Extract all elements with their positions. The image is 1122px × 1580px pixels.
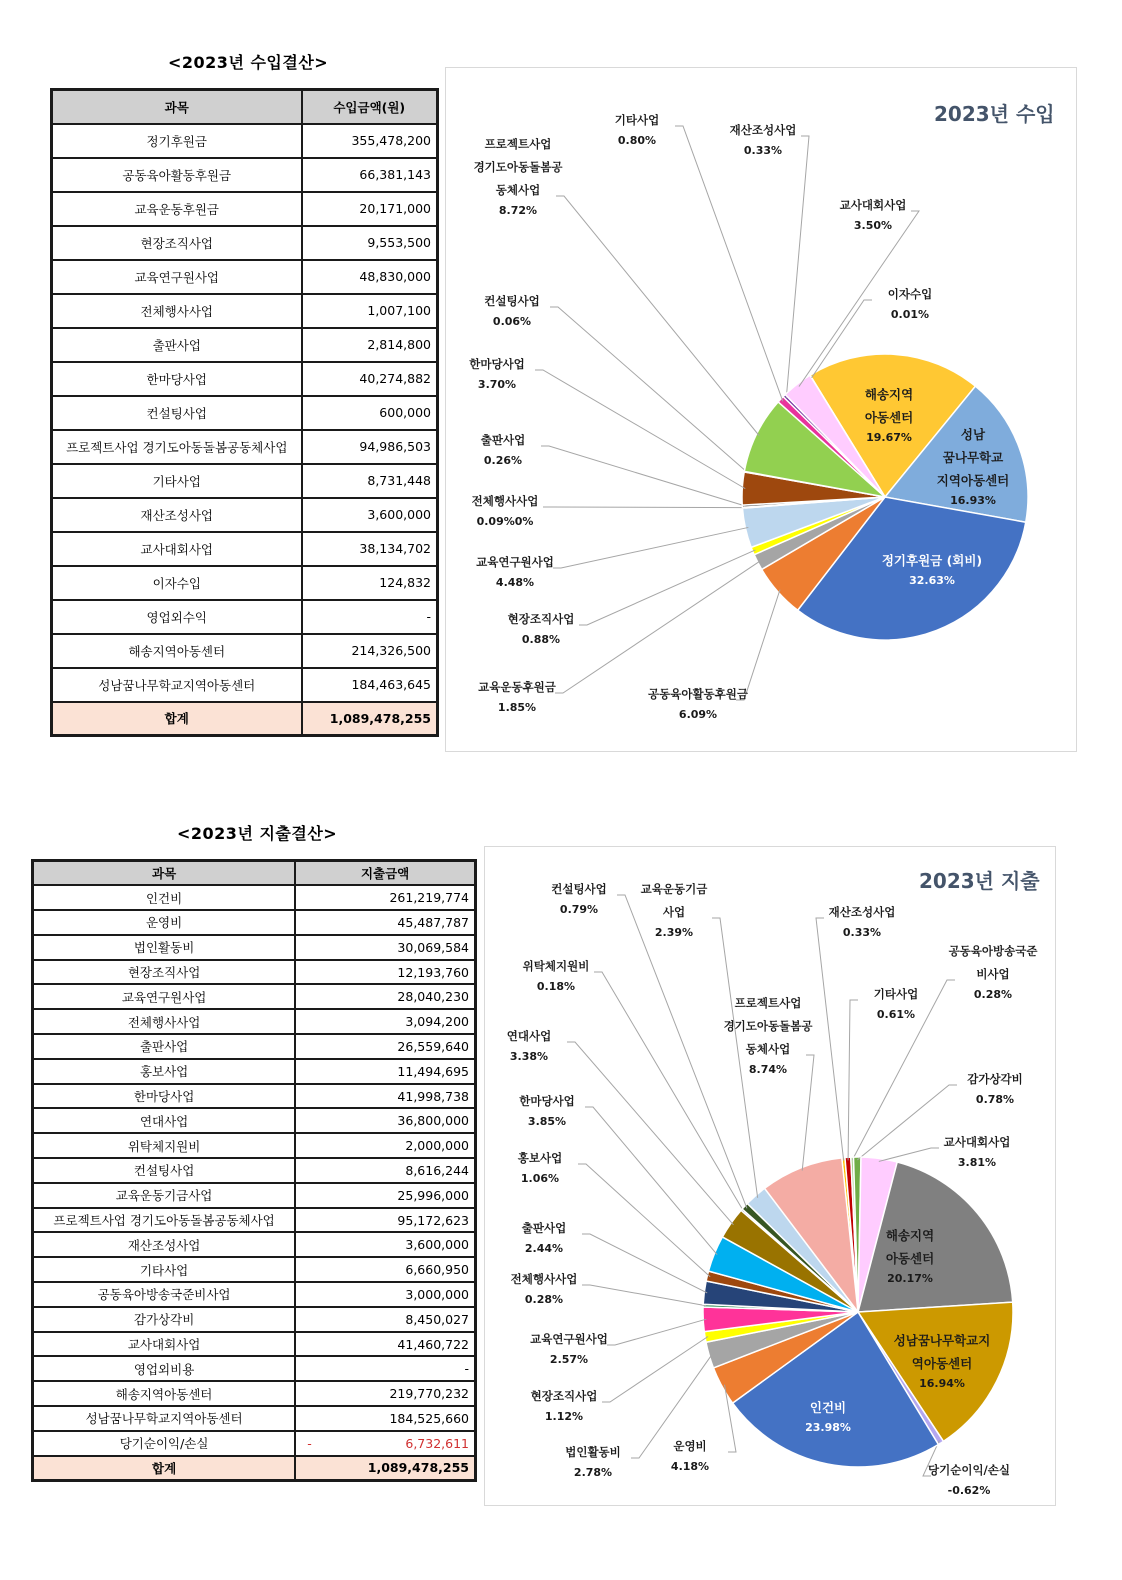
- slice-percent: 23.98%: [805, 1421, 851, 1434]
- slice-label: 해송지역 아동센터: [885, 1228, 935, 1266]
- item-name: 전체행사사업: [33, 1009, 296, 1034]
- slice-percent: 0.33%: [842, 926, 882, 939]
- slice-label: 전체행사사업: [471, 494, 539, 508]
- pie-data-label: [469, 353, 525, 394]
- pie-data-label: [508, 608, 575, 649]
- item-name: 교육연구원사업: [52, 260, 302, 294]
- leader-line: [879, 1148, 939, 1161]
- pie-data-label: [724, 992, 813, 1079]
- item-name: 기타사업: [52, 464, 302, 498]
- slice-percent: 0.61%: [876, 1008, 916, 1021]
- leader-line: [816, 918, 844, 1161]
- slice-percent: -0.62%: [947, 1484, 991, 1497]
- item-amount: 94,986,503: [302, 430, 438, 464]
- slice-label: 위탁체지원비: [522, 959, 590, 973]
- slice-label: 해송지역 아동센터: [864, 387, 914, 425]
- expense-chart-title: 2023년 지출: [919, 869, 1040, 893]
- item-name: 재산조성사업: [33, 1232, 296, 1257]
- item-amount: 1,007,100: [302, 294, 438, 328]
- total-amount: 1,089,478,255: [295, 1456, 475, 1481]
- slice-label: 기타사업: [873, 987, 919, 1001]
- item-name: 교사대회사업: [33, 1332, 296, 1357]
- pie-data-label: [882, 549, 982, 590]
- slice-percent: 3.38%: [509, 1050, 549, 1063]
- item-name: 영업외비용: [33, 1356, 296, 1381]
- slice-percent: 1.85%: [497, 701, 537, 714]
- pie-data-label: [865, 383, 913, 447]
- item-name: 한마당사업: [33, 1084, 296, 1109]
- item-amount: 36,800,000: [295, 1108, 475, 1133]
- item-name: 재산조성사업: [52, 498, 302, 532]
- slice-percent: 3.70%: [477, 378, 517, 391]
- item-name: 교육운동기금사업: [33, 1183, 296, 1208]
- pie-data-label: [829, 901, 896, 942]
- slice-label: 당기순이익/손실: [928, 1463, 1010, 1477]
- item-name: 해송지역아동센터: [33, 1381, 296, 1406]
- slice-label: 연대사업: [506, 1029, 552, 1043]
- pie-data-label: [967, 1068, 1023, 1109]
- slice-label: 법인활동비: [565, 1445, 621, 1459]
- slice-percent: 16.94%: [919, 1377, 965, 1390]
- slice-percent: 0.28%: [973, 988, 1013, 1001]
- item-name: 성남꿈나무학교지역아동센터: [52, 668, 302, 702]
- item-amount: 355,478,200: [302, 124, 438, 158]
- slice-percent: 2.57%: [549, 1353, 589, 1366]
- item-name: 교육운동후원금: [52, 192, 302, 226]
- item-name: 해송지역아동센터: [52, 634, 302, 668]
- slice-percent: 8.74%: [748, 1063, 788, 1076]
- slice-percent: 0.06%: [492, 315, 532, 328]
- item-amount: 261,219,774: [295, 885, 475, 910]
- item-name: 출판사업: [52, 328, 302, 362]
- pie-data-label: [888, 283, 932, 324]
- slice-percent: 3.85%: [527, 1115, 567, 1128]
- pie-data-label: [474, 133, 563, 220]
- negative-sign: -: [307, 1435, 312, 1451]
- item-name: 한마당사업: [52, 362, 302, 396]
- slice-label: 현장조직사업: [530, 1389, 598, 1403]
- slice-percent: 0.18%: [536, 980, 576, 993]
- slice-percent: 32.63%: [909, 574, 955, 587]
- slice-label: 출판사업: [480, 433, 526, 447]
- total-label: 합계: [33, 1456, 296, 1481]
- item-amount: 28,040,230: [295, 984, 475, 1009]
- item-amount: 3,094,200: [295, 1009, 475, 1034]
- item-name: 법인활동비: [33, 935, 296, 960]
- leader-line: [550, 307, 747, 472]
- slice-percent: 0.33%: [743, 144, 783, 157]
- item-amount: 124,832: [302, 566, 438, 600]
- slice-label: 정기후원금 (회비): [881, 553, 983, 568]
- slice-label: 교사대회사업: [943, 1135, 1011, 1149]
- slice-percent: 20.17%: [887, 1272, 933, 1285]
- item-name: 출판사업: [33, 1034, 296, 1059]
- pie-data-label: [522, 1217, 566, 1258]
- item-amount: 26,559,640: [295, 1034, 475, 1059]
- slice-label: 교육연구원사업: [530, 1332, 608, 1346]
- slice-label: 전체행사사업: [510, 1272, 578, 1286]
- item-amount: 8,731,448: [302, 464, 438, 498]
- pie-data-label: [805, 1396, 851, 1437]
- leader-line: [556, 196, 759, 436]
- item-amount: -: [295, 1356, 475, 1381]
- leader-line: [543, 507, 745, 508]
- item-name: 영업외수익: [52, 600, 302, 634]
- slice-label: 현장조직사업: [507, 612, 575, 626]
- total-label: 합계: [52, 702, 302, 736]
- item-amount: 600,000: [302, 396, 438, 430]
- item-amount: 184,525,660: [295, 1406, 475, 1431]
- pie-data-label: [894, 1329, 991, 1393]
- pie-data-label: [944, 1131, 1011, 1172]
- slice-label: 컨설팅사업: [551, 882, 607, 896]
- item-amount: 184,463,645: [302, 668, 438, 702]
- slice-label: 교육연구원사업: [476, 555, 554, 569]
- item-name: 운영비: [33, 910, 296, 935]
- slice-percent: 0.26%: [483, 454, 523, 467]
- item-name: 이자수입: [52, 566, 302, 600]
- item-amount: 41,998,738: [295, 1084, 475, 1109]
- slice-percent: 19.67%: [866, 431, 912, 444]
- slice-label: 감가상각비: [967, 1072, 1023, 1086]
- pie-data-label: [928, 1459, 1010, 1500]
- leader-line: [535, 370, 745, 489]
- income-section-title: <2023년 수입결산>: [168, 53, 329, 72]
- slice-label: 교사대회사업: [839, 198, 907, 212]
- item-amount: 95,172,623: [295, 1208, 475, 1233]
- item-name: 감가상각비: [33, 1307, 296, 1332]
- slice-percent: 1.12%: [544, 1410, 584, 1423]
- item-name: 컨설팅사업: [33, 1158, 296, 1183]
- slice-percent: 3.50%: [853, 219, 893, 232]
- column-header: 지출금액: [295, 861, 475, 886]
- pie-data-label: [507, 1025, 551, 1066]
- item-amount: 214,326,500: [302, 634, 438, 668]
- item-amount: 48,830,000: [302, 260, 438, 294]
- item-name: 전체행사사업: [52, 294, 302, 328]
- item-amount: 12,193,760: [295, 960, 475, 985]
- leader-line: [553, 527, 748, 568]
- slice-label: 인건비: [809, 1400, 847, 1415]
- item-amount: 20,171,000: [302, 192, 438, 226]
- slice-percent: 0.28%: [524, 1293, 564, 1306]
- item-amount: 219,770,232: [295, 1381, 475, 1406]
- pie-data-label: [481, 429, 525, 470]
- item-amount: 38,134,702: [302, 532, 438, 566]
- leader-line: [602, 1336, 708, 1402]
- pie-data-label: [730, 119, 797, 160]
- item-amount: 9,553,500: [302, 226, 438, 260]
- slice-percent: 2.44%: [524, 1242, 564, 1255]
- item-amount: 11,494,695: [295, 1059, 475, 1084]
- pie-data-label: [518, 1147, 562, 1188]
- item-amount: 66,381,143: [302, 158, 438, 192]
- pie-data-label: [484, 290, 540, 331]
- item-amount: -: [302, 600, 438, 634]
- pie-data-label: [615, 109, 659, 150]
- pie-data-label: [511, 1268, 578, 1309]
- item-name: 연대사업: [33, 1108, 296, 1133]
- leader-line: [607, 1319, 706, 1345]
- slice-label: 출판사업: [521, 1221, 567, 1235]
- slice-percent: 3.81%: [957, 1156, 997, 1169]
- slice-label: 교육운동기금 사업: [640, 882, 708, 919]
- slice-percent: 0.78%: [975, 1093, 1015, 1106]
- slice-label: 기타사업: [614, 113, 660, 127]
- pie-data-label: [472, 490, 539, 531]
- item-name: 공동육아활동후원금: [52, 158, 302, 192]
- item-amount: 2,814,800: [302, 328, 438, 362]
- item-name: 위탁체지원비: [33, 1133, 296, 1158]
- slice-percent: 6.09%: [678, 708, 718, 721]
- slice-label: 컨설팅사업: [484, 294, 540, 308]
- pie-data-label: [671, 1435, 709, 1476]
- leader-line: [582, 1234, 707, 1293]
- slice-label: 홍보사업: [517, 1151, 563, 1165]
- slice-percent: 8.72%: [498, 204, 538, 217]
- item-amount: 2,000,000: [295, 1133, 475, 1158]
- item-amount: 6,660,950: [295, 1257, 475, 1282]
- pie-data-label: [530, 1328, 608, 1369]
- slice-percent: 0.01%: [890, 308, 930, 321]
- pie-data-label: [648, 683, 748, 724]
- item-name: 프로젝트사업 경기도아동돌봄공동체사업: [52, 430, 302, 464]
- item-amount: 45,487,787: [295, 910, 475, 935]
- leader-line: [579, 550, 755, 625]
- item-amount: 3,000,000: [295, 1282, 475, 1307]
- total-amount: 1,089,478,255: [302, 702, 438, 736]
- pie-data-label: [565, 1441, 621, 1482]
- slice-percent: 0.79%: [559, 903, 599, 916]
- item-name: 프로젝트사업 경기도아동돌봄공동체사업: [33, 1208, 296, 1233]
- item-name: 인건비: [33, 885, 296, 910]
- leader-line: [675, 126, 783, 401]
- item-name: 교육연구원사업: [33, 984, 296, 1009]
- slice-percent: 4.18%: [670, 1460, 710, 1473]
- leader-line: [567, 1042, 733, 1225]
- slice-label: 프로젝트사업 경기도아동돌봄공 동체사업: [473, 137, 563, 197]
- expense-section-title: <2023년 지출결산>: [177, 824, 338, 843]
- item-name: 성남꿈나무학교지역아동센터: [33, 1406, 296, 1431]
- item-amount: 40,274,882: [302, 362, 438, 396]
- pie-data-label: [476, 551, 554, 592]
- slice-label: 성남꿈나무학교지 역아동센터: [893, 1333, 991, 1371]
- item-amount: 8,450,027: [295, 1307, 475, 1332]
- slice-percent: 0.09%0%: [476, 515, 534, 528]
- leader-line: [848, 1000, 858, 1160]
- slice-percent: 2.39%: [654, 926, 694, 939]
- leader-line: [786, 136, 809, 398]
- pie-data-label: [531, 1385, 598, 1426]
- pie-data-label: [874, 983, 918, 1024]
- column-header: 수입금액(원): [302, 90, 438, 124]
- column-header: 과목: [33, 861, 296, 886]
- pie-data-label: [840, 194, 907, 235]
- leader-line: [578, 1164, 710, 1277]
- slice-label: 운영비: [673, 1439, 707, 1453]
- item-amount: 30,069,584: [295, 935, 475, 960]
- slice-label: 이자수입: [887, 287, 933, 301]
- pie-data-label: [641, 878, 708, 942]
- income-chart-title: 2023년 수입: [934, 102, 1055, 126]
- net-amount: 6,732,611: [405, 1435, 469, 1451]
- pie-data-label: [519, 1090, 575, 1131]
- slice-percent: 2.78%: [573, 1466, 613, 1479]
- pie-data-label: [949, 940, 1038, 1004]
- item-amount: 3,600,000: [302, 498, 438, 532]
- slice-label: 프로젝트사업 경기도아동돌봄공 동체사업: [723, 996, 813, 1056]
- slice-label: 공동육아활동후원금: [648, 687, 748, 701]
- item-amount: 25,996,000: [295, 1183, 475, 1208]
- item-amount: 3,600,000: [295, 1232, 475, 1257]
- item-name: 교사대회사업: [52, 532, 302, 566]
- leader-line: [541, 446, 745, 506]
- slice-percent: 4.48%: [495, 576, 535, 589]
- leader-line: [555, 561, 760, 693]
- item-name: 공동육아방송국준비사업: [33, 1282, 296, 1307]
- slice-label: 성남 꿈나무학교 지역아동센터: [936, 427, 1010, 488]
- slice-label: 한마당사업: [469, 357, 525, 371]
- slice-percent: 0.88%: [521, 633, 561, 646]
- item-amount: 8,616,244: [295, 1158, 475, 1183]
- pie-data-label: [551, 878, 607, 919]
- item-name: 당기순이익/손실: [33, 1431, 296, 1456]
- pie-data-label: [937, 423, 1009, 510]
- slice-percent: 1.06%: [520, 1172, 560, 1185]
- item-name: 정기후원금: [52, 124, 302, 158]
- item-name: 홍보사업: [33, 1059, 296, 1084]
- pie-data-label: [478, 676, 556, 717]
- pie-data-label: [886, 1224, 934, 1288]
- pie-data-label: [523, 955, 590, 996]
- slice-label: 재산조성사업: [729, 123, 797, 137]
- slice-label: 한마당사업: [519, 1094, 575, 1108]
- item-name: 현장조직사업: [33, 960, 296, 985]
- slice-percent: 16.93%: [950, 494, 996, 507]
- item-name: 기타사업: [33, 1257, 296, 1282]
- leader-line: [582, 1285, 706, 1306]
- slice-label: 교육운동후원금: [478, 680, 556, 694]
- item-name: 현장조직사업: [52, 226, 302, 260]
- slice-percent: 0.80%: [617, 134, 657, 147]
- item-amount: 41,460,722: [295, 1332, 475, 1357]
- column-header: 과목: [52, 90, 302, 124]
- slice-label: 재산조성사업: [828, 905, 896, 919]
- item-name: 컨설팅사업: [52, 396, 302, 430]
- slice-label: 공동육아방송국준 비사업: [948, 944, 1038, 981]
